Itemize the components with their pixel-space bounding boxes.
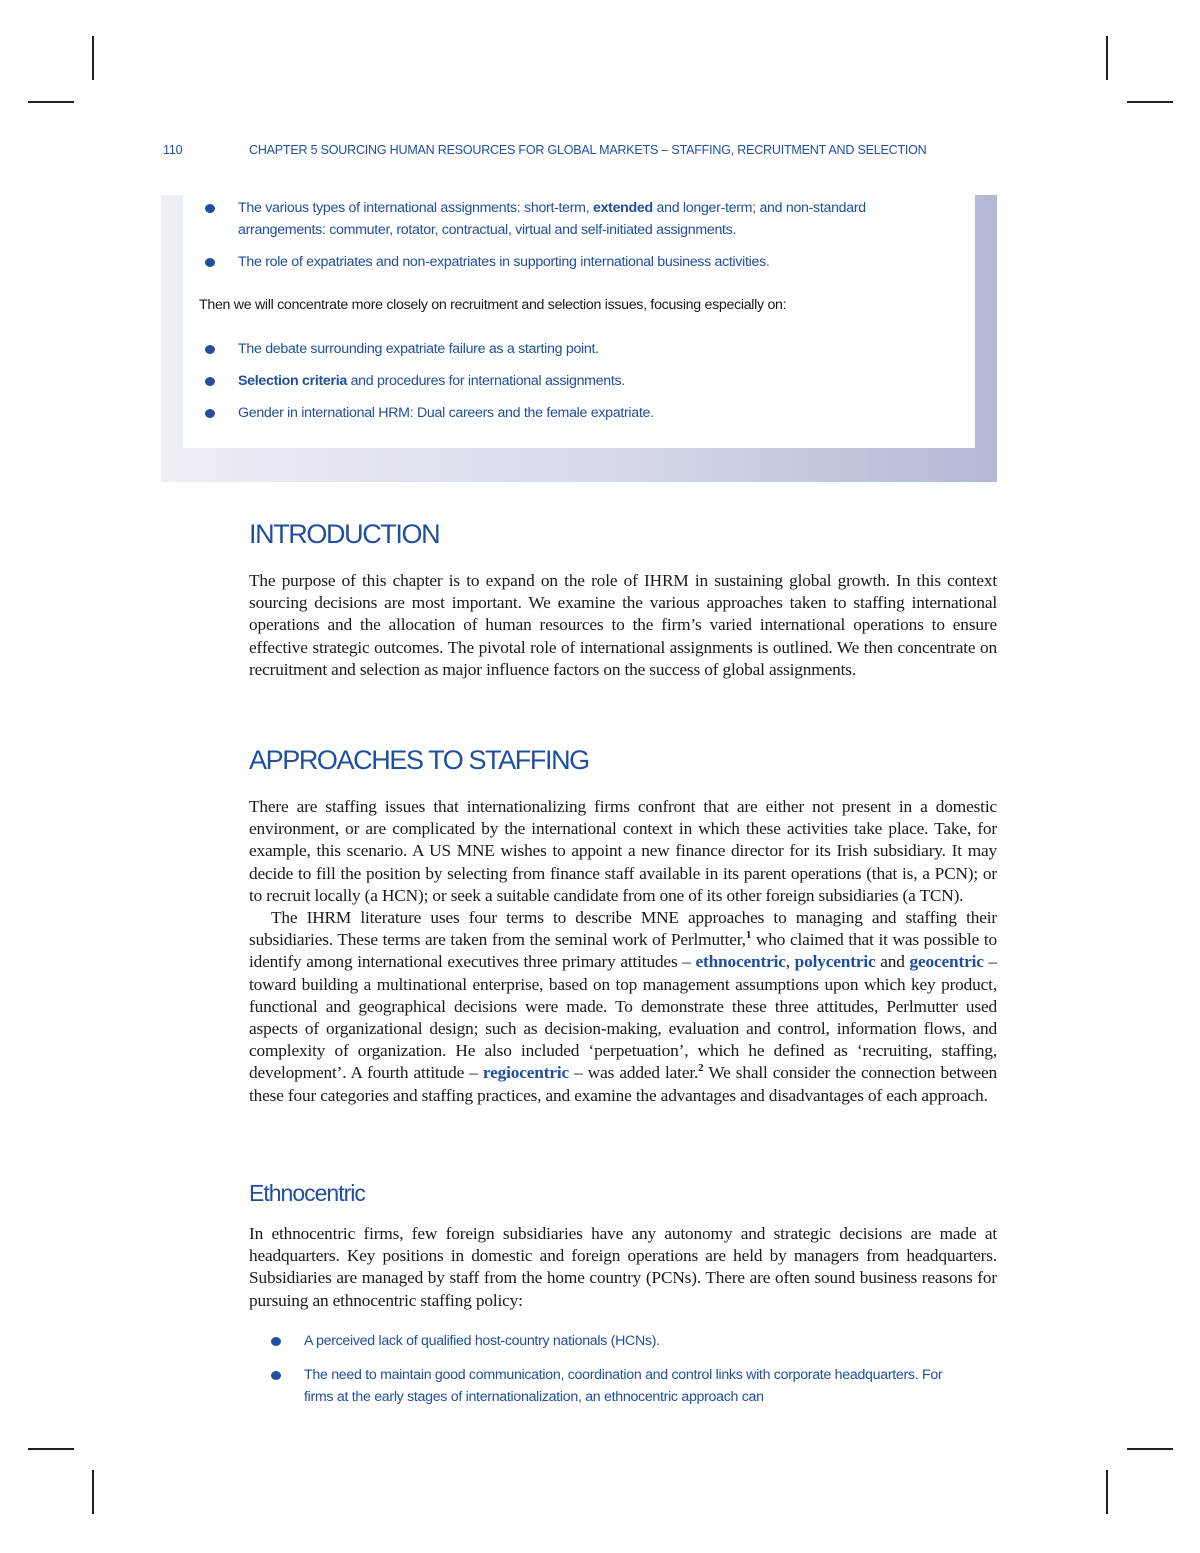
list-item: A perceived lack of qualified host-country nationals (HCNs).	[249, 1330, 997, 1352]
footnote-ref-2: 2	[698, 1062, 704, 1075]
ethnocentric-heading: Ethnocentric	[249, 1180, 365, 1206]
crop-mark-top-left-vertical	[92, 36, 94, 80]
keyword-selection-criteria: Selection criteria	[238, 373, 347, 389]
crop-mark-top-right-horizontal	[1127, 101, 1173, 103]
bullet-icon	[271, 1337, 281, 1346]
footnote-ref-1: 1	[745, 929, 752, 942]
ethnocentric-paragraph: In ethnocentric firms, few foreign subsidiaries have any autonomy and strategic decisions are made at headquarters. Key positions in domestic and foreign operations are held by managers from headquarters. Subsidiaries are managed by staff from the home country (PCNs). There are often sound business reasons for pursuing an ethnocentric staffing policy:	[249, 1224, 997, 1310]
bullet-icon	[205, 204, 215, 213]
approaches-paragraph-1: There are staffing issues that internationalizing firms confront that are either not present in a domestic environment, or are complicated by the international context in which these activities take place. Take, for example, this scenario. A US MNE wishes to appoint a new finance director for its Irish subsidiary. It may decide to fill the position by selecting from finance staff available in its parent operations (that is, a PCN); or to recruit locally (a HCN); or seek a suitable candidate from one of its other foreign subsidiaries (a TCN).	[249, 797, 997, 905]
objectives-box	[183, 195, 975, 448]
crop-mark-bottom-left-vertical	[92, 1470, 94, 1514]
crop-mark-top-left-horizontal	[28, 101, 74, 103]
chapter-title: CHAPTER 5 SOURCING HUMAN RESOURCES FOR GLOBAL MARKETS – STAFFING, RECRUITMENT AND SELECTION	[249, 143, 927, 157]
keyword-regiocentric: regiocentric	[482, 1063, 570, 1083]
approaches-heading: APPROACHES TO STAFFING	[249, 745, 589, 775]
ethnocentric-section	[249, 1180, 997, 1312]
list-item: The need to maintain good communication, coordination and control links with corporate headquarters. For firms at the early stages of internationalization, an ethnocentric approach can	[249, 1364, 997, 1408]
bullet-icon	[205, 258, 215, 267]
keyword-extended: extended	[592, 200, 653, 216]
keyword-ethnocentric: ethnocentric	[695, 952, 786, 972]
running-head	[163, 143, 993, 157]
approaches-section	[249, 745, 997, 1107]
page-number: 110	[163, 143, 183, 157]
keyword-geocentric: geocentric	[909, 952, 984, 972]
approaches-paragraph-2: The IHRM literature uses four terms to describe MNE approaches to managing and staffing their subsidiaries. These terms are taken from the seminal work of Perlmutter,$^1$ who claimed that it was possible to identify among international executives three primary attitudes – ethnocentric, polycentric and geocentric – toward building a multinational enterprise, based on top management assumptions upon which key product, functional and geographical decisions were made. To demonstrate these three attitudes, Perlmutter used aspects of organizational design; such as decision-making, evaluation and control, information flows, and complexity of organization. He also included ‘perpetuation’, which he defined as ‘recruiting, staffing, development’. A fourth attitude – regiocentric – was added later.$^2$ We shall consider the connection between these four categories and staffing practices, and examine the advantages and disadvantages of each approach.	[249, 908, 998, 1105]
crop-mark-bottom-left-horizontal	[28, 1448, 74, 1450]
introduction-heading: INTRODUCTION	[249, 519, 440, 549]
crop-mark-top-right-vertical	[1106, 36, 1108, 80]
introduction-section	[249, 519, 997, 681]
objectives-list-top	[183, 197, 975, 273]
objective-item: The debate surrounding expatriate failure as a starting point.	[183, 338, 975, 360]
bullet-icon	[205, 377, 215, 386]
crop-mark-bottom-right-vertical	[1106, 1470, 1108, 1514]
objectives-lead-text: Then we will concentrate more closely on recruitment and selection issues, focusing especially on:	[199, 297, 787, 313]
objective-item: Gender in international HRM: Dual careers and the female expatriate.	[183, 402, 975, 424]
keyword-polycentric: polycentric	[794, 952, 876, 972]
ethnocentric-reasons-list	[249, 1330, 997, 1420]
objectives-list-bottom	[183, 338, 975, 424]
objective-item: The various types of international assignments: short-term, extended and longer-term; and non-standard arrangements: commuter, rotator, contractual, virtual and self-initiated assignments.	[183, 197, 975, 241]
crop-mark-bottom-right-horizontal	[1127, 1448, 1173, 1450]
objective-item: The role of expatriates and non-expatriates in supporting international business activities.	[183, 251, 975, 273]
objective-item: Selection criteria and procedures for international assignments.	[183, 370, 975, 392]
introduction-paragraph: The purpose of this chapter is to expand on the role of IHRM in sustaining global growth. In this context sourcing decisions are most important. We examine the various approaches taken to staffing international operations and the allocation of human resources to the firm’s varied international operations to ensure effective strategic outcomes. The pivotal role of international assignments is outlined. We then concentrate on recruitment and selection as major influence factors on the success of global assignments.	[249, 571, 997, 679]
bullet-icon	[205, 409, 215, 418]
bullet-icon	[271, 1371, 281, 1380]
bullet-icon	[205, 345, 215, 354]
